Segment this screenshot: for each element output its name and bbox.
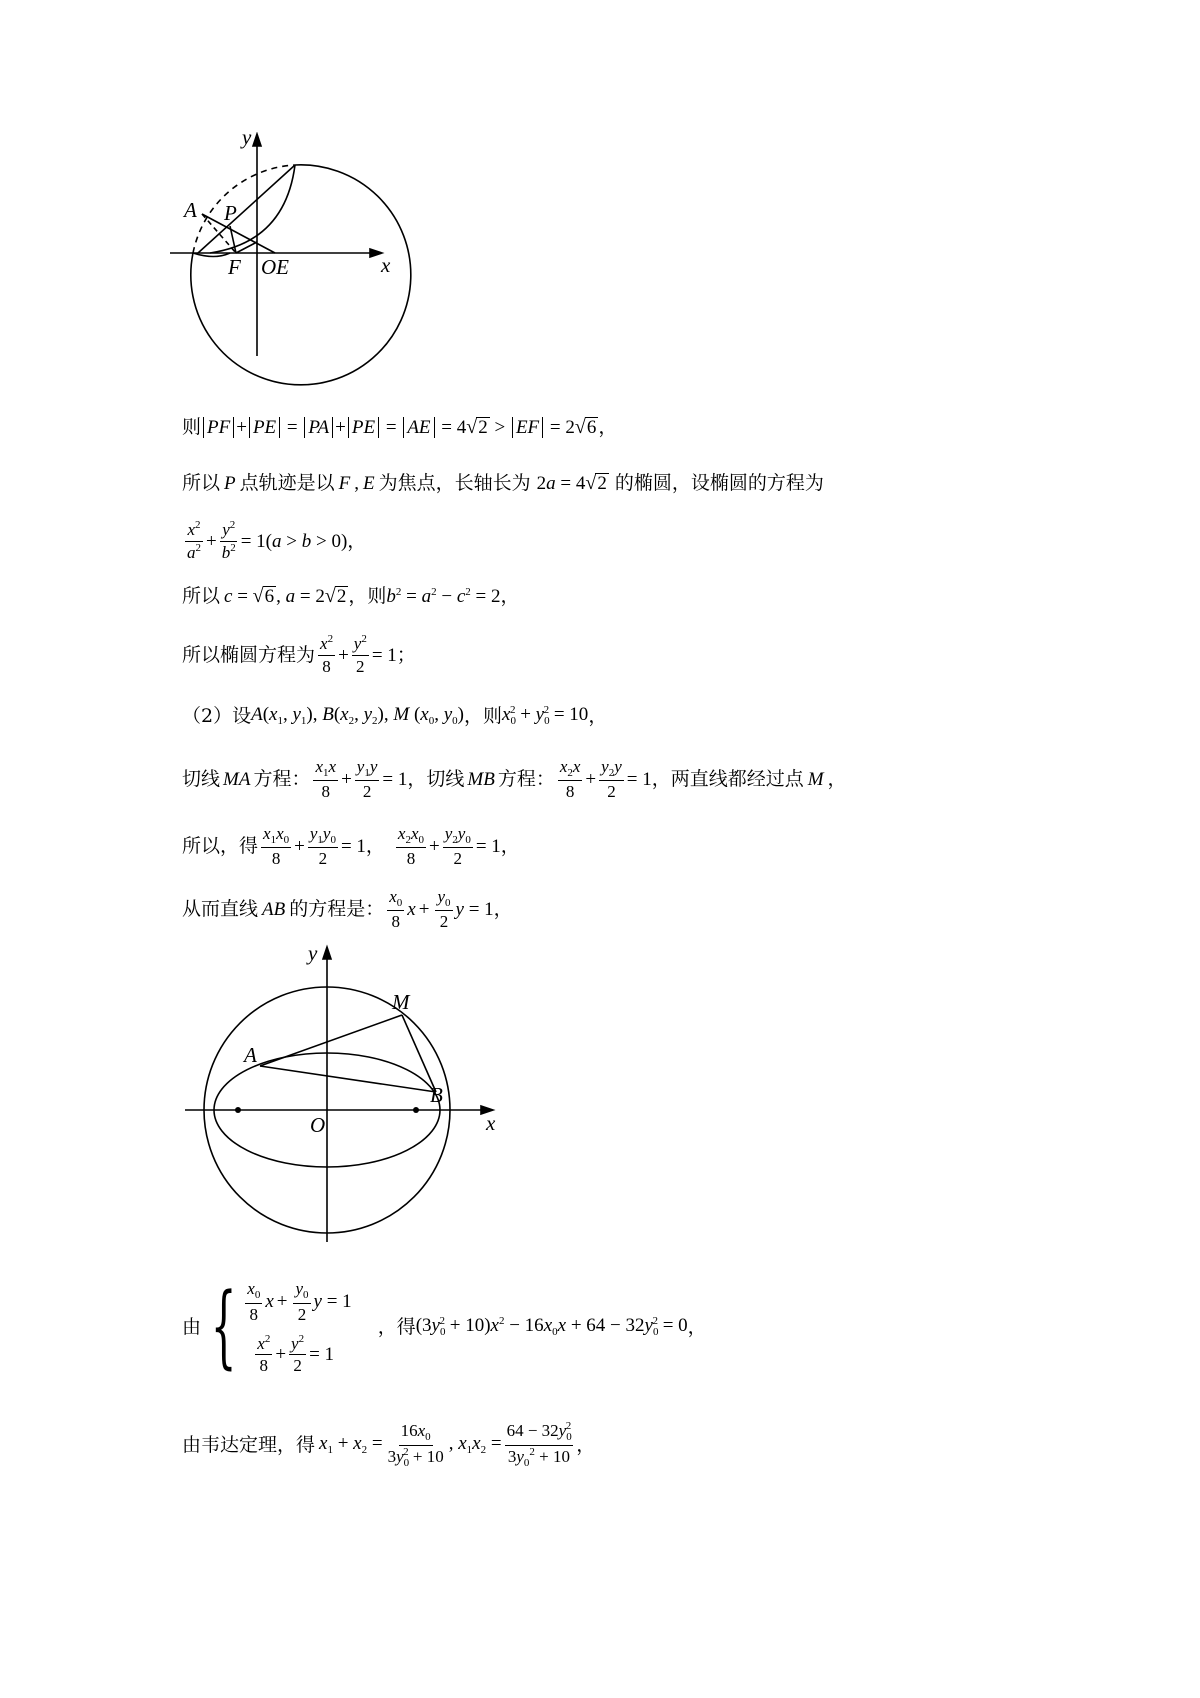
label-P: P [224,201,237,225]
focus-right [413,1107,419,1113]
line-3: $\frac{x^2}{a^2}$ + $\frac{y^2}{b^2}$ = 1(a > b > 0) ， [187,519,367,562]
line-vieta: 由韦达定理，得 $x_1 + x_2$ = $\frac{16x_0}{3y_0^2 + 10}$ , $x_1x_2$ = $\frac{64 - 32y_0^2}{3y_0^2 + 10}$ ， [182,1419,596,1469]
label-O: O [310,1113,326,1137]
label-A: A [244,1043,257,1067]
line-7: 切线 MA 方程： $\frac{x_1x}{8}$ + $\frac{y_1y}{2}$ = 1 ， 切线 MB 方程： $\frac{x_2x}{8}$ + $\frac{y_2y}{2}$ = 1 ，两直线都经过点 M ， [182,756,847,802]
line-1: 则 PF + PE = PA + PE = AE = 4 √ 2 > EF = 2 √ 6 ， [182,415,618,438]
circle-solid-arc [191,165,411,385]
segment-A-E [202,214,275,253]
segment-M-B [402,1015,436,1092]
figure-2-ellipse-diagram [180,942,510,1252]
line-5: 所以椭圆方程为 $\frac{x^2}{8}$ + $\frac{y^2}{2}$ = 1 ； [182,633,416,676]
line-8: 所以， 得 $\frac{x_1x_0}{8}$ + $\frac{y_1y_0}{2}$ = 1 ， $\frac{x_2x_0}{8}$ + $\frac{y_2y_0}{2}$ = 1 ， [182,823,520,869]
segment-A-B [260,1066,436,1092]
line-4: 所以 c = √ 6 , a = 2 √ 2 ，则 $b^2 = a^2 - c^2 = 2$ ， [182,584,520,607]
label-y: y [242,132,252,149]
segment-A-M [260,1015,402,1066]
line-2: 所以 P 点轨迹是以 F , E 为焦点，长轴长为 2a = 4 √ 2 的椭圆，设椭圆的方程为 [182,471,824,494]
line-system: 由 { $\frac{x_0}{8}$ x + $\frac{y_0}{2}$ y = 1 $\frac{x^2}{8}$ + $\frac{y^2}{2}$ = 1 ， 得 $(3y_0^2 + 10)x^2 - 16x_0x + 64 - 32y_0^2 = 0$ ， [182,1274,707,1379]
y-axis-arrow [323,947,331,959]
label-A: A [184,198,197,222]
segment-F-O [236,242,257,253]
y-axis-arrow [253,134,261,146]
label-x: x [486,1111,496,1135]
label-M: M [392,990,410,1014]
line-9: 从而直线 AB 的方程是： $\frac{x_0}{8}$ x + $\frac{y_0}{2}$ y = 1 ， [182,886,513,932]
label-F: F [228,255,241,279]
inner-arc [210,165,295,253]
focus-left [235,1107,241,1113]
line-6: （2）设 $A(x_1$, $y_1$), $B(x_2$, $y_2$), M ($x_0$, $y_0$) ，则 $x_0^2 + y_0^2 = 10$ ， [182,704,608,727]
label-OE: OE [261,255,289,279]
figure-1-circle-diagram [170,132,430,392]
label-x: x [381,253,391,277]
label-B: B [430,1083,443,1107]
label-y: y [308,942,318,965]
